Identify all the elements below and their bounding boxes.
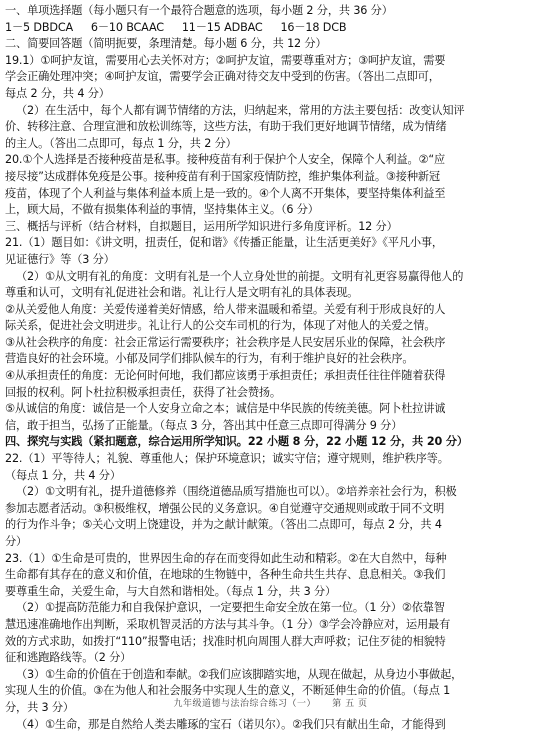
text-line: （每点 1 分，共 4 分） (5, 468, 121, 482)
text-line: ③从社会秩序的角度：社会正常运行需要秩序；社会秩序是人民安居乐业的保障，社会秩序 (5, 335, 446, 349)
text-line: 1－5 DBDCA 6－10 BCAAC 11－15 ADBAC 16－18 DCB (5, 20, 347, 34)
text-line: 20.①个人选择是否接种疫苗是私事。接种疫苗有利于保护个人安全，保障个人利益。②“应 (5, 153, 446, 167)
text-line: 尊重和认可，文明有礼促进社会和谐。礼让行人是文明有礼的具体表现。 (5, 286, 359, 300)
text-line: 23.（1）①生命是可贵的，世界因生命的存在而变得如此生动和精彩。②在大自然中，每种 (5, 551, 447, 565)
text-line: 征和逃跑路线等。（2 分） (5, 651, 132, 665)
text-line: 要尊重生命，关爱生命，与大自然和谐相处。（每点 1 分，共 3 分） (5, 584, 337, 598)
text-line: 效的方式求助，如拨打“110”报警电话；找准时机向周围人群大声呼救；记住歹徒的相貌特 (5, 634, 446, 648)
page-footer: 九年级道德与法治综合练习（一） 第 五 页 (173, 699, 368, 709)
text-line: 慧迅速准确地作出判断，采取机智灵活的方法与其斗争。（1 分）③学会冷静应对，运用最有 (5, 617, 451, 631)
text-line: 生命都有其存在的意义和价值，在地球的生物链中，各种生命共生共存、息息相关。③我们 (5, 568, 446, 582)
text-line: （2）①文明有礼，提升道德修养（围绕道德品质写措施也可以）。②培养亲社会行为，积极 (16, 485, 457, 499)
text-line: 信，敢于担当，弘扬了正能量。（每点 3 分，答出其中任意三点即可得满分 9 分） (5, 418, 403, 432)
text-line: 疫苗，体现了个人利益与集体利益本质上是一致的。④个人离不开集体，要坚持集体利益至 (5, 186, 446, 200)
text-line: 分，共 3 分） (5, 700, 74, 714)
text-line: 的主人。（答出二点即可，每点 1 分，共 2 分） (5, 136, 237, 150)
text-line: （2）①提高防范能力和自我保护意识，一定要把生命安全放在第一位。（1 分）②依靠智 (16, 601, 445, 615)
text-line: 每点 2 分，共 4 分） (5, 86, 110, 100)
text-line: 价、转移注意、合理宣泄和放松训练等，这些方法，有助于我们更好地调节情绪，成为情绪 (5, 120, 447, 134)
text-line: （2）①从文明有礼的角度：文明有礼是一个人立身处世的前提。文明有礼更容易赢得他人的 (16, 269, 464, 283)
text-line: 19.1）①呵护友谊，需要用心去关怀对方；②呵护友谊，需要尊重对方；③呵护友谊，需要 (5, 53, 446, 67)
text-line: 一、单项选择题（每小题只有一个最符合题意的选项，每小题 2 分，共 36 分） (5, 4, 393, 17)
text-line: ④从承担责任的角度：无论何时何地，我们都应该勇于承担责任；承担责任往往伴随着获得 (5, 369, 446, 383)
text-line: 上，顾大局，不做有损集体利益的事情，坚持集体主义。（6 分） (5, 203, 319, 217)
text-line: 的行为作斗争；⑤关心文明上饶建设，并为之献计献策。（答出二点即可，每点 2 分，共 4 (5, 518, 442, 532)
text-line: 实现人生的价值。③在为他人和社会服务中实现人生的意义，不断延伸生命的价值。（每点 1 (5, 684, 451, 698)
text-line: ⑤从诚信的角度：诚信是一个人安身立命之本；诚信是中华民族的传统美德。阿卜杜拉讲诚 (5, 402, 446, 416)
text-line: 际关系，促进社会文明进步。礼让行人的公交车司机的行为，体现了对他人的关爱之情。 (5, 319, 436, 333)
text-line: 学会正确处理冲突；④呵护友谊，需要学会正确对待交友中受到的伤害。（答出二点即可， (5, 70, 440, 84)
text-line: 营造良好的社会环境。小郁及同学们排队候车的行为，有利于维护良好的社会秩序。 (5, 352, 414, 366)
text-line: 接尽接”达成群体免疫是公事。接种疫苗有利于国家疫情防控，维护集体利益。③接种新冠 (5, 169, 440, 183)
text-line: 二、简要回答题（简明扼要，条理清楚。每小题 6 分，共 12 分） (5, 37, 327, 51)
text-line: 四、探究与实践（紧扣题意，综合运用所学知识。22 小题 8 分，22 小题 12 分，共 20 分） (5, 435, 468, 449)
text-line: 21.（1）题目如：《讲文明，扭责任，促和谐》《传播正能量，让生活更美好》《平凡小事， (5, 236, 443, 250)
text-line: 见证德行》等（3 分） (5, 252, 115, 266)
text-line: （2）在生活中，每个人都有调节情绪的方法，归纳起来，常用的方法主要包括：改变认知评 (16, 103, 465, 117)
text-line: 分） (5, 535, 28, 548)
text-line: ②从关爱他人角度：关爱传递着美好情感，给人带来温暖和希望。关爱有利于形成良好的人 (5, 302, 446, 316)
text-line: 参加志愿者活动。③积极维权，增强公民的义务意识。④自觉遵守交通规则或敢于同不文明 (5, 501, 445, 515)
text-line: 回报的权利。阿卜杜拉积极承担责任，获得了社会赞扬。 (5, 385, 281, 399)
text-line: 三、概括与评析（结合材料，自拟题目，运用所学知识进行多角度评析。12 分） (5, 219, 398, 233)
text-line: （3）①生命的价值在于创造和奉献。②我们应该脚踏实地，从现在做起，从身边小事做起， (16, 667, 463, 681)
text-line: 22.（1）平等待人；礼貌、尊重他人；保护环境意识；诚实守信；遵守规则，维护秩序等。 (5, 452, 449, 466)
answer-key-content (5, 3, 535, 733)
text-line: （4）①生命，那是自然给人类去雕琢的宝石（诺贝尔）。②我们只有献出生命，才能得到 (16, 717, 446, 731)
